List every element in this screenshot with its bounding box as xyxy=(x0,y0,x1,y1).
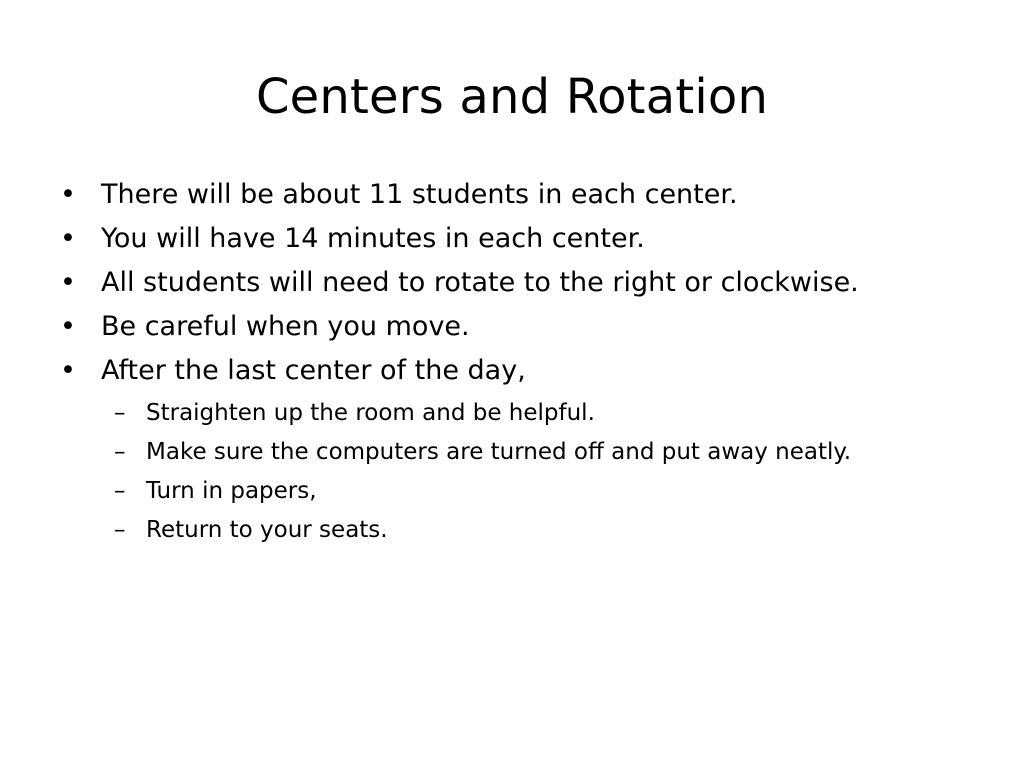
bullet-item xyxy=(56,224,936,254)
dash-icon: – xyxy=(114,400,126,426)
dash-icon: – xyxy=(114,517,126,543)
bullet-item xyxy=(56,180,936,210)
dash-icon: – xyxy=(114,478,126,504)
sub-bullet-item xyxy=(56,517,936,543)
slide-title: Centers and Rotation xyxy=(255,69,769,125)
slide-body xyxy=(56,180,936,556)
bullet-icon: • xyxy=(60,355,76,386)
sub-bullet-text: Turn in papers, xyxy=(146,478,317,504)
bullet-icon: • xyxy=(60,179,76,210)
bullet-text: There will be about 11 students in each center. xyxy=(101,179,738,210)
bullet-item xyxy=(56,268,936,298)
bullet-item xyxy=(56,312,936,342)
sub-bullet-text: Make sure the computers are turned off and put away neatly. xyxy=(146,439,852,465)
bullet-icon: • xyxy=(60,267,76,298)
bullet-icon: • xyxy=(60,311,76,342)
sub-bullet-text: Straighten up the room and be helpful. xyxy=(146,400,595,426)
bullet-text: After the last center of the day, xyxy=(101,355,526,386)
bullet-icon: • xyxy=(60,223,76,254)
sub-bullet-item xyxy=(56,439,936,465)
bullet-text: You will have 14 minutes in each center. xyxy=(101,223,645,254)
sub-bullet-item xyxy=(56,400,936,426)
sub-bullet-item xyxy=(56,478,936,504)
sub-bullet-text: Return to your seats. xyxy=(146,517,388,543)
bullet-text: All students will need to rotate to the right or clockwise. xyxy=(101,267,859,298)
dash-icon: – xyxy=(114,439,126,465)
bullet-item xyxy=(56,356,936,386)
bullet-text: Be careful when you move. xyxy=(101,311,470,342)
